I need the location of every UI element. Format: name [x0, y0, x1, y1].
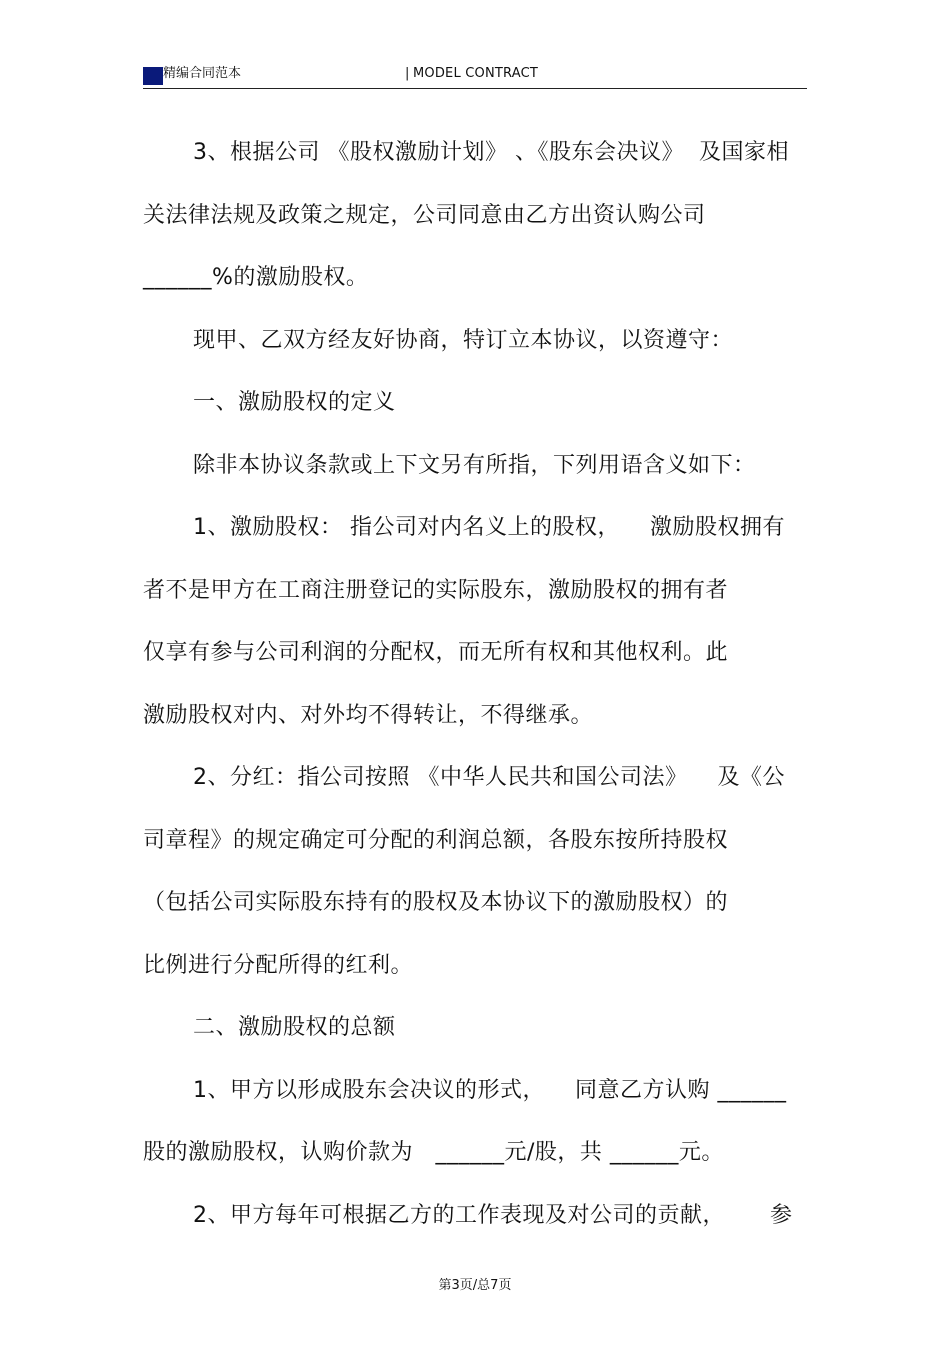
section-heading: 二、激励股权的总额 — [193, 1015, 396, 1040]
body-line: （包括公司实际股东持有的股权及本协议下的激励股权）的 — [143, 890, 729, 915]
body-line: 除非本协议条款或上下文另有所指，下列用语含义如下： — [193, 453, 756, 478]
body-line: 股的激励股权，认购价款为 ______元/股，共 ______元。 — [143, 1140, 724, 1165]
page-number: 第3页/总7页 — [438, 1278, 512, 1293]
header-separator: | — [405, 66, 410, 81]
body-line: 司章程》的规定确定可分配的利润总额，各股东按所持股权 — [143, 828, 729, 853]
body-line: 2、甲方每年可根据乙方的工作表现及对公司的贡献， 参 — [193, 1203, 793, 1228]
body-line: 3、根据公司 《股权激励计划》 、《股东会决议》 及国家相 — [193, 140, 789, 165]
body-line: 者不是甲方在工商注册登记的实际股东，激励股权的拥有者 — [143, 578, 729, 603]
header-subtitle: MODEL CONTRACT — [413, 66, 539, 81]
body-line: ______%的激励股权。 — [143, 265, 369, 290]
logo-icon — [143, 67, 163, 85]
page-header — [143, 64, 807, 89]
body-line: 1、甲方以形成股东会决议的形式， 同意乙方认购 ______ — [193, 1078, 787, 1103]
section-heading: 一、激励股权的定义 — [193, 390, 396, 415]
body-line: 仅享有参与公司利润的分配权，而无所有权和其他权利。此 — [143, 640, 729, 665]
body-line: 1、激励股权： 指公司对内名义上的股权， 激励股权拥有 — [193, 515, 785, 540]
body-line: 比例进行分配所得的红利。 — [143, 953, 414, 978]
body-line: 2、分红：指公司按照 《中华人民共和国公司法》 及《公 — [193, 765, 785, 790]
body-line: 关法律法规及政策之规定，公司同意由乙方出资认购公司 — [143, 203, 706, 228]
body-line: 现甲、乙双方经友好协商，特订立本协议，以资遵守： — [193, 328, 734, 353]
header-title: 精编合同范本 — [163, 66, 242, 81]
body-line: 激励股权对内、对外均不得转让，不得继承。 — [143, 703, 594, 728]
